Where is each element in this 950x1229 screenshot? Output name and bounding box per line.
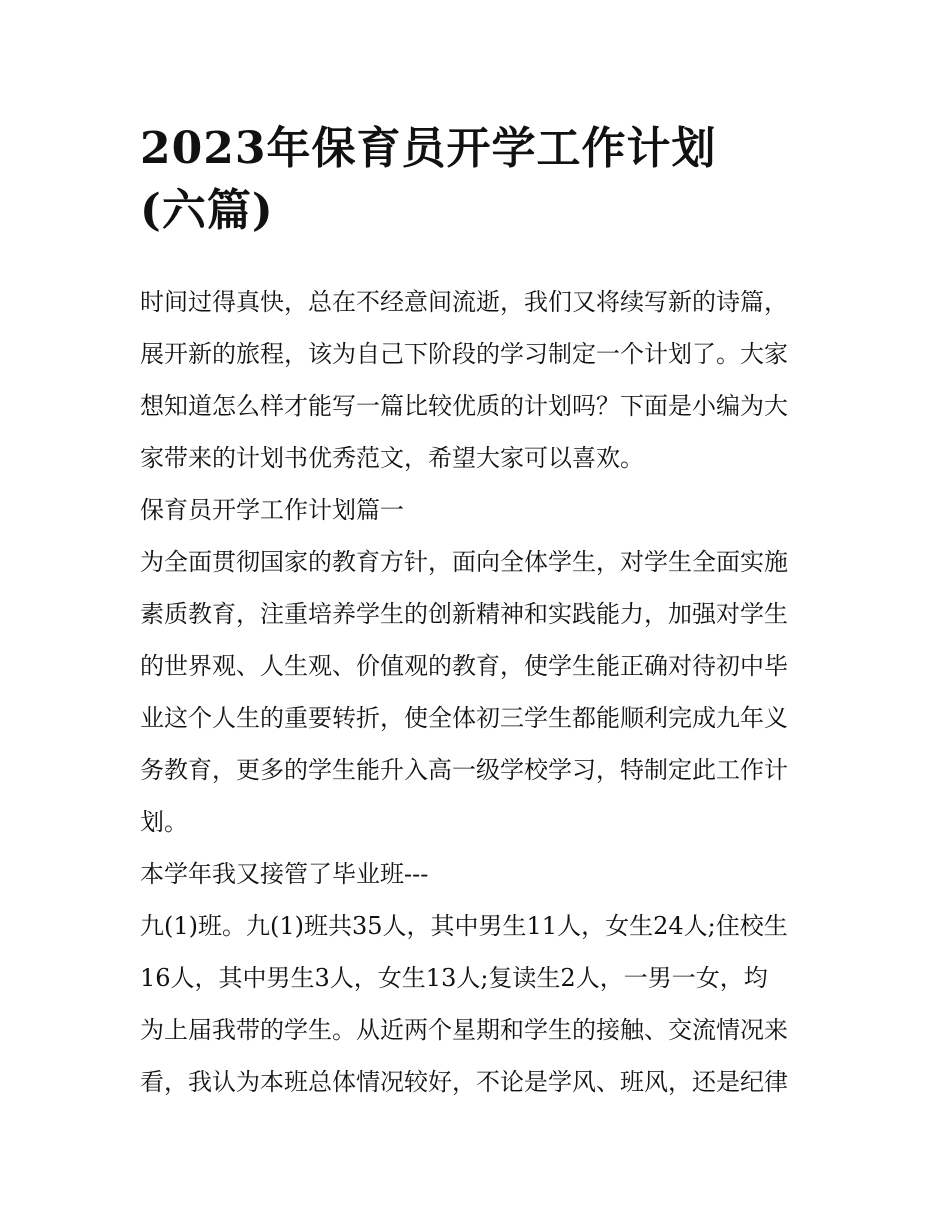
title-line: 2023年保育员开学工作计划 (140, 123, 717, 174)
body-line: 务教育，更多的学生能升入高一级学校学习，特制定此工作计 (140, 756, 788, 784)
document-title (140, 118, 820, 242)
body-line: 九(1)班。九(1)班共35人，其中男生11人，女生24人;住校生 (140, 912, 788, 940)
body-line: 的世界观、人生观、价值观的教育，使学生能正确对待初中毕 (140, 652, 788, 680)
title-line: (六篇) (140, 185, 274, 236)
body-line: 为全面贯彻国家的教育方针，面向全体学生，对学生全面实施 (140, 548, 788, 576)
body-line: 展开新的旅程，该为自己下阶段的学习制定一个计划了。大家 (140, 340, 788, 368)
body-line: 16人，其中男生3人，女生13人;复读生2人，一男一女，均 (140, 964, 768, 992)
body-line: 本学年我又接管了毕业班--- (140, 860, 429, 888)
body-line: 看，我认为本班总体情况较好，不论是学风、班风，还是纪律 (140, 1068, 788, 1096)
body-line: 时间过得真快，总在不经意间流逝，我们又将续写新的诗篇， (140, 288, 788, 316)
document-body (140, 282, 812, 1114)
body-line: 为上届我带的学生。从近两个星期和学生的接触、交流情况来 (140, 1016, 788, 1044)
body-line: 划。 (140, 808, 188, 836)
body-line: 业这个人生的重要转折，使全体初三学生都能顺利完成九年义 (140, 704, 788, 732)
body-line: 素质教育，注重培养学生的创新精神和实践能力，加强对学生 (140, 600, 788, 628)
body-line: 想知道怎么样才能写一篇比较优质的计划吗？下面是小编为大 (140, 392, 788, 420)
body-line: 家带来的计划书优秀范文，希望大家可以喜欢。 (140, 444, 644, 472)
section-heading: 保育员开学工作计划篇一 (140, 496, 404, 524)
